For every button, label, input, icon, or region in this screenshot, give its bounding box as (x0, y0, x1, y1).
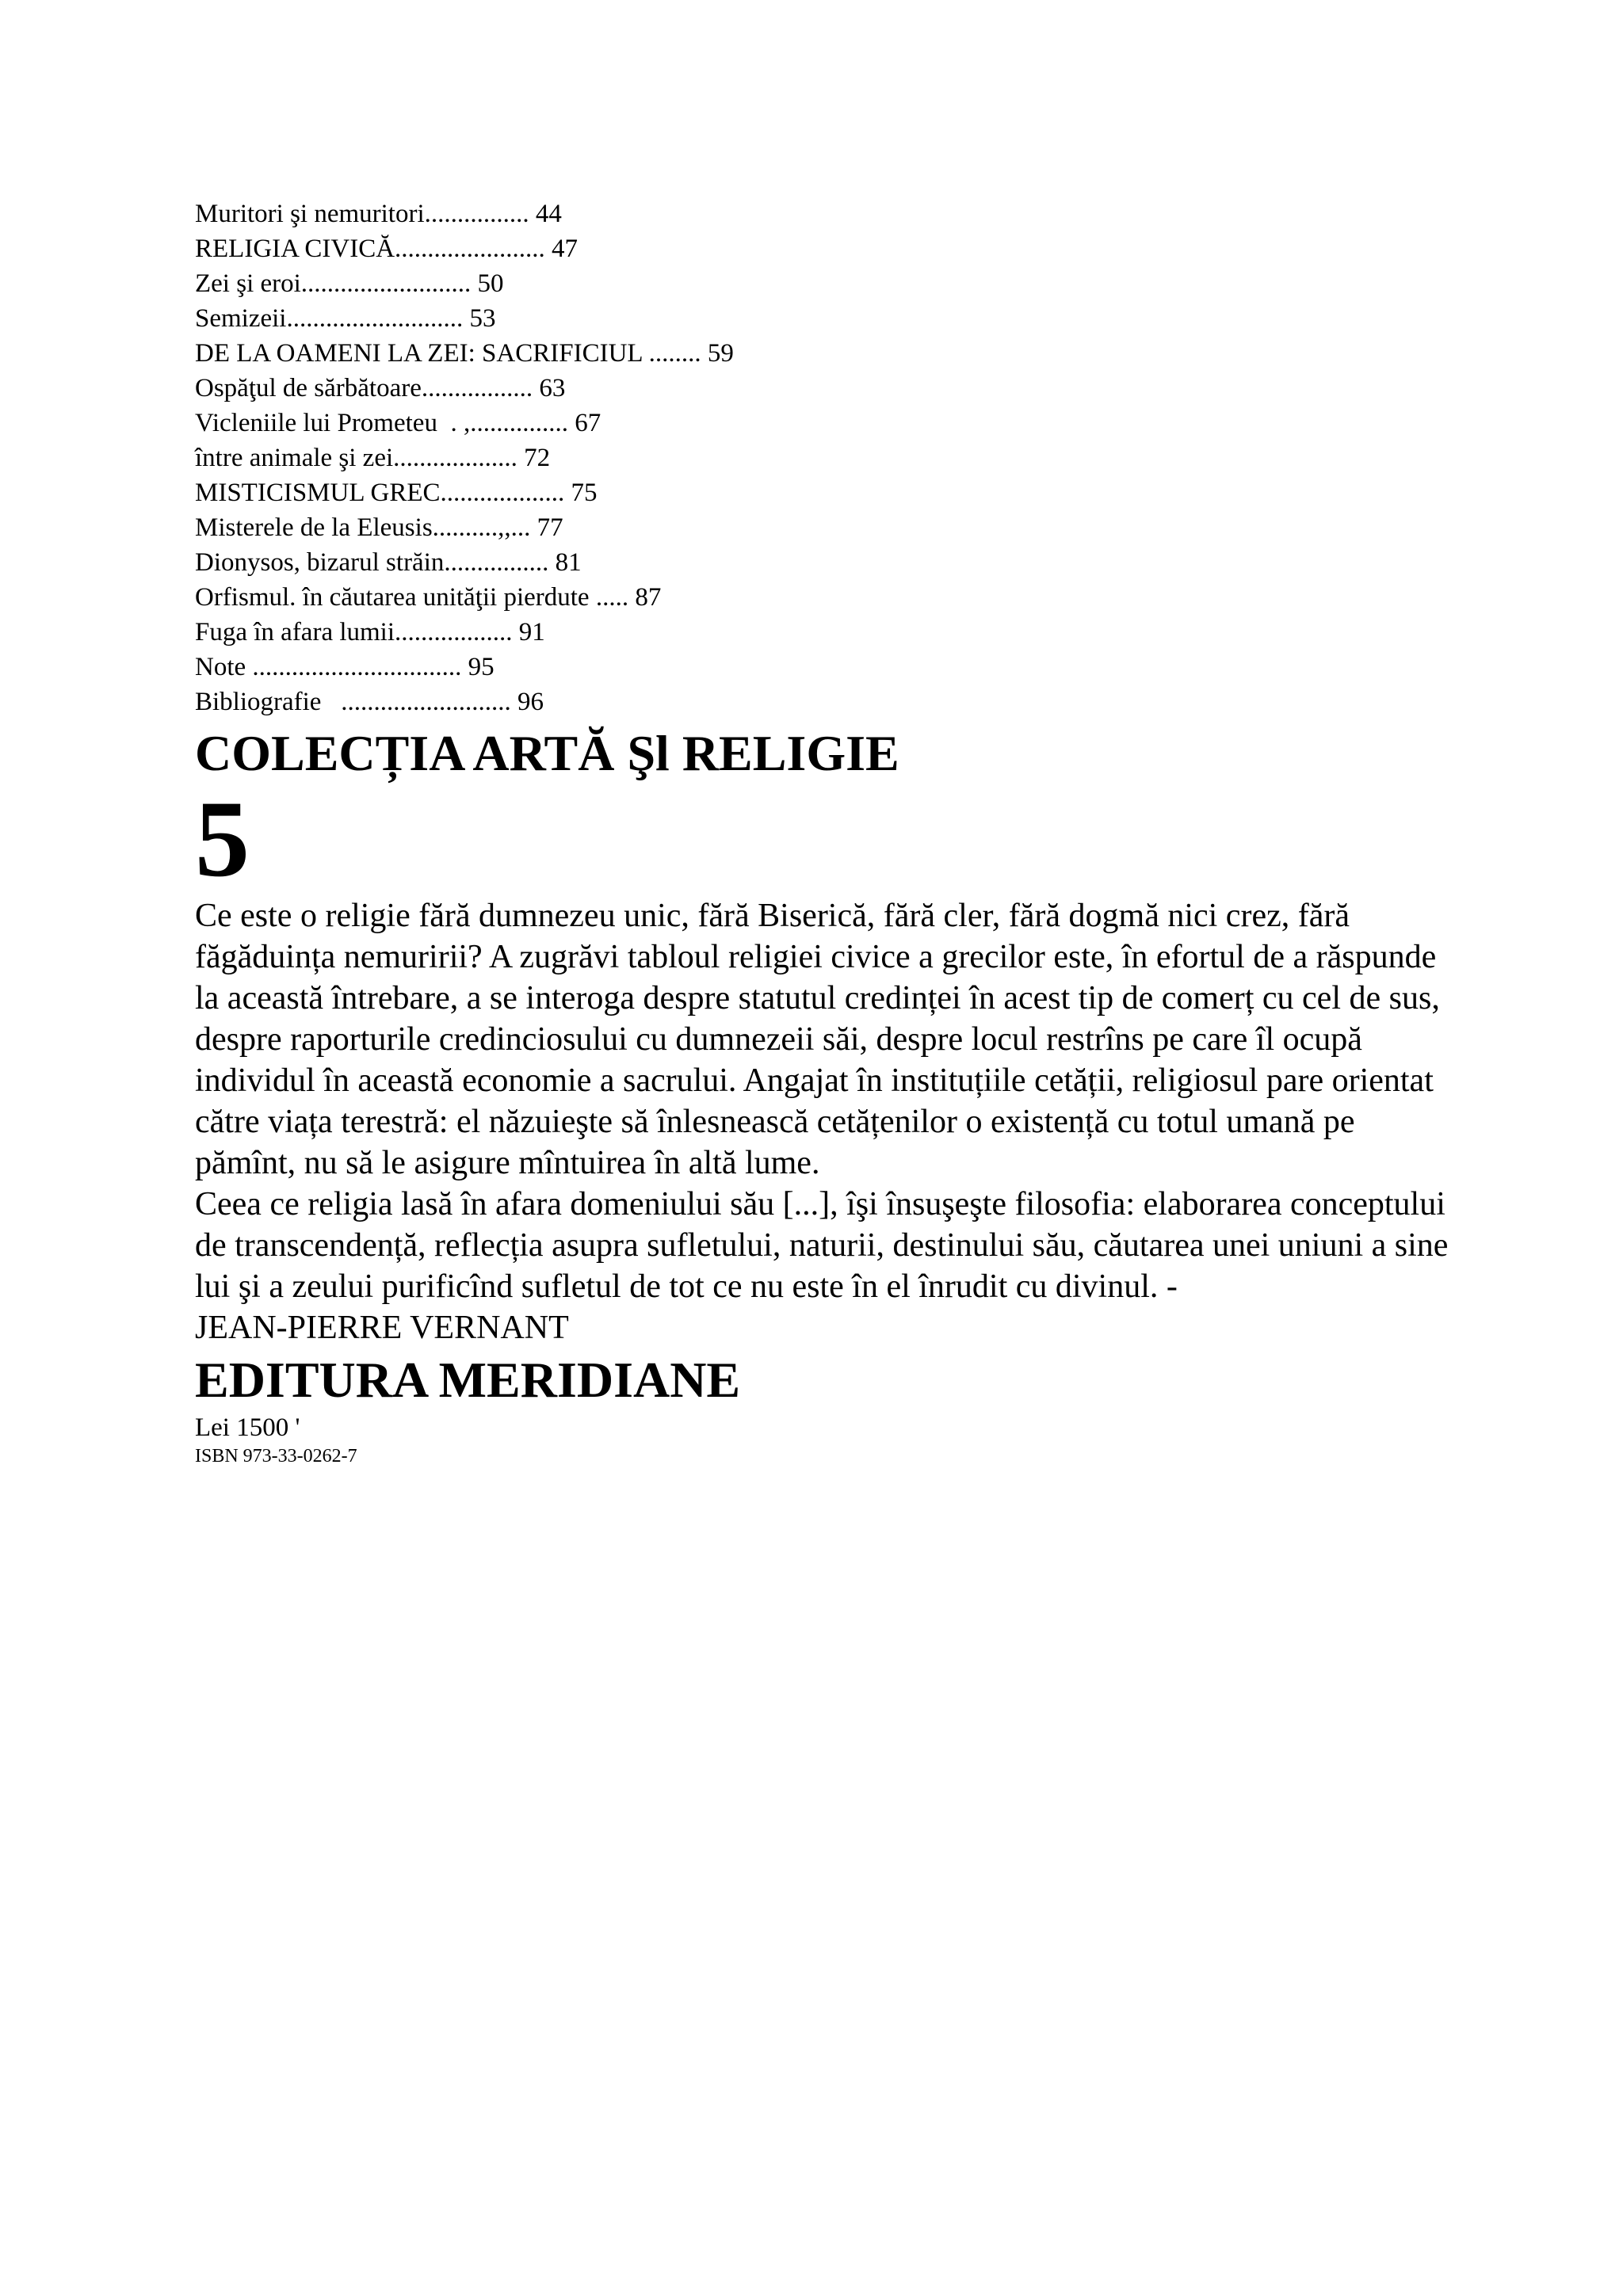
publisher-name: EDITURA MERIDIANE (195, 1352, 741, 1408)
table-of-contents (195, 196, 1463, 719)
collection-number: 5 (195, 778, 250, 899)
toc-entry: MISTICISMUL GREC................... 75 (195, 479, 598, 507)
toc-entry: RELIGIA CIVICĂ....................... 47 (195, 235, 579, 263)
toc-entry: între animale şi zei................... 72 (195, 444, 551, 472)
toc-entry: Zei şi eroi.......................... 50 (195, 269, 504, 298)
toc-entry: Ospăţul de sărbătoare................. 63 (195, 374, 566, 402)
toc-entry: Muritori şi nemuritori................ 44 (195, 200, 562, 228)
isbn: ISBN 973-33-0262-7 (195, 1446, 357, 1466)
blurb-paragraph: Ceea ce religia lasă în afara domeniului său [...], îşi însuşeşte filosofia: elaborarea conceptului de transcendență, reflecția asupra sufletului, naturii, destinului său, căutarea unei uniuni a sine lui şi a zeului purificînd sufletul de tot ce nu este în el înrudit cu divinul. - (195, 1186, 1449, 1305)
price: Lei 1500 ' (195, 1413, 300, 1442)
author-name: JEAN-PIERRE VERNANT (195, 1310, 569, 1346)
toc-entry: Fuga în afara lumii.................. 91 (195, 618, 545, 646)
toc-entry: Bibliografie .......................... 96 (195, 688, 544, 716)
document-page (195, 196, 1463, 1469)
collection-title: COLECȚIA ARTĂ Şl RELIGIE (195, 725, 899, 781)
toc-entry: Orfismul. în căutarea unităţii pierdute ..... 87 (195, 583, 662, 612)
blurb-paragraph: Ce este o religie fără dumnezeu unic, fără Biserică, fără cler, fără dogmă nici crez, fără făgăduința nemuririi? A zugrăvi tabloul religiei civice a grecilor este, în efortul de a răspunde la această întrebare, a se interoga despre statutul credinței în acest tip de comerț cu cel de sus, despre raporturile credinciosului cu dumnezeii săi, despre locul restrîns pe care îl ocupă individul în această economie a sacrului. Angajat în instituțiile cetății, religiosul pare orientat către viața terestră: el năzuieşte să înlesnească cetățenilor o existență cu totul umană pe pămînt, nu să le asigure mîntuirea în altă lume. (195, 898, 1440, 1181)
toc-entry: Note ................................ 95 (195, 653, 495, 681)
toc-entry: Misterele de la Eleusis..........,,... 77 (195, 513, 563, 542)
toc-entry: DE LA OAMENI LA ZEI: SACRIFICIUL ........ 59 (195, 339, 734, 368)
toc-entry: Semizeii........................... 53 (195, 304, 496, 333)
toc-entry: Dionysos, bizarul străin................ 81 (195, 548, 582, 577)
back-cover-blurb (195, 895, 1463, 1307)
toc-entry: Vicleniile lui Prometeu . ,............... 67 (195, 409, 601, 437)
